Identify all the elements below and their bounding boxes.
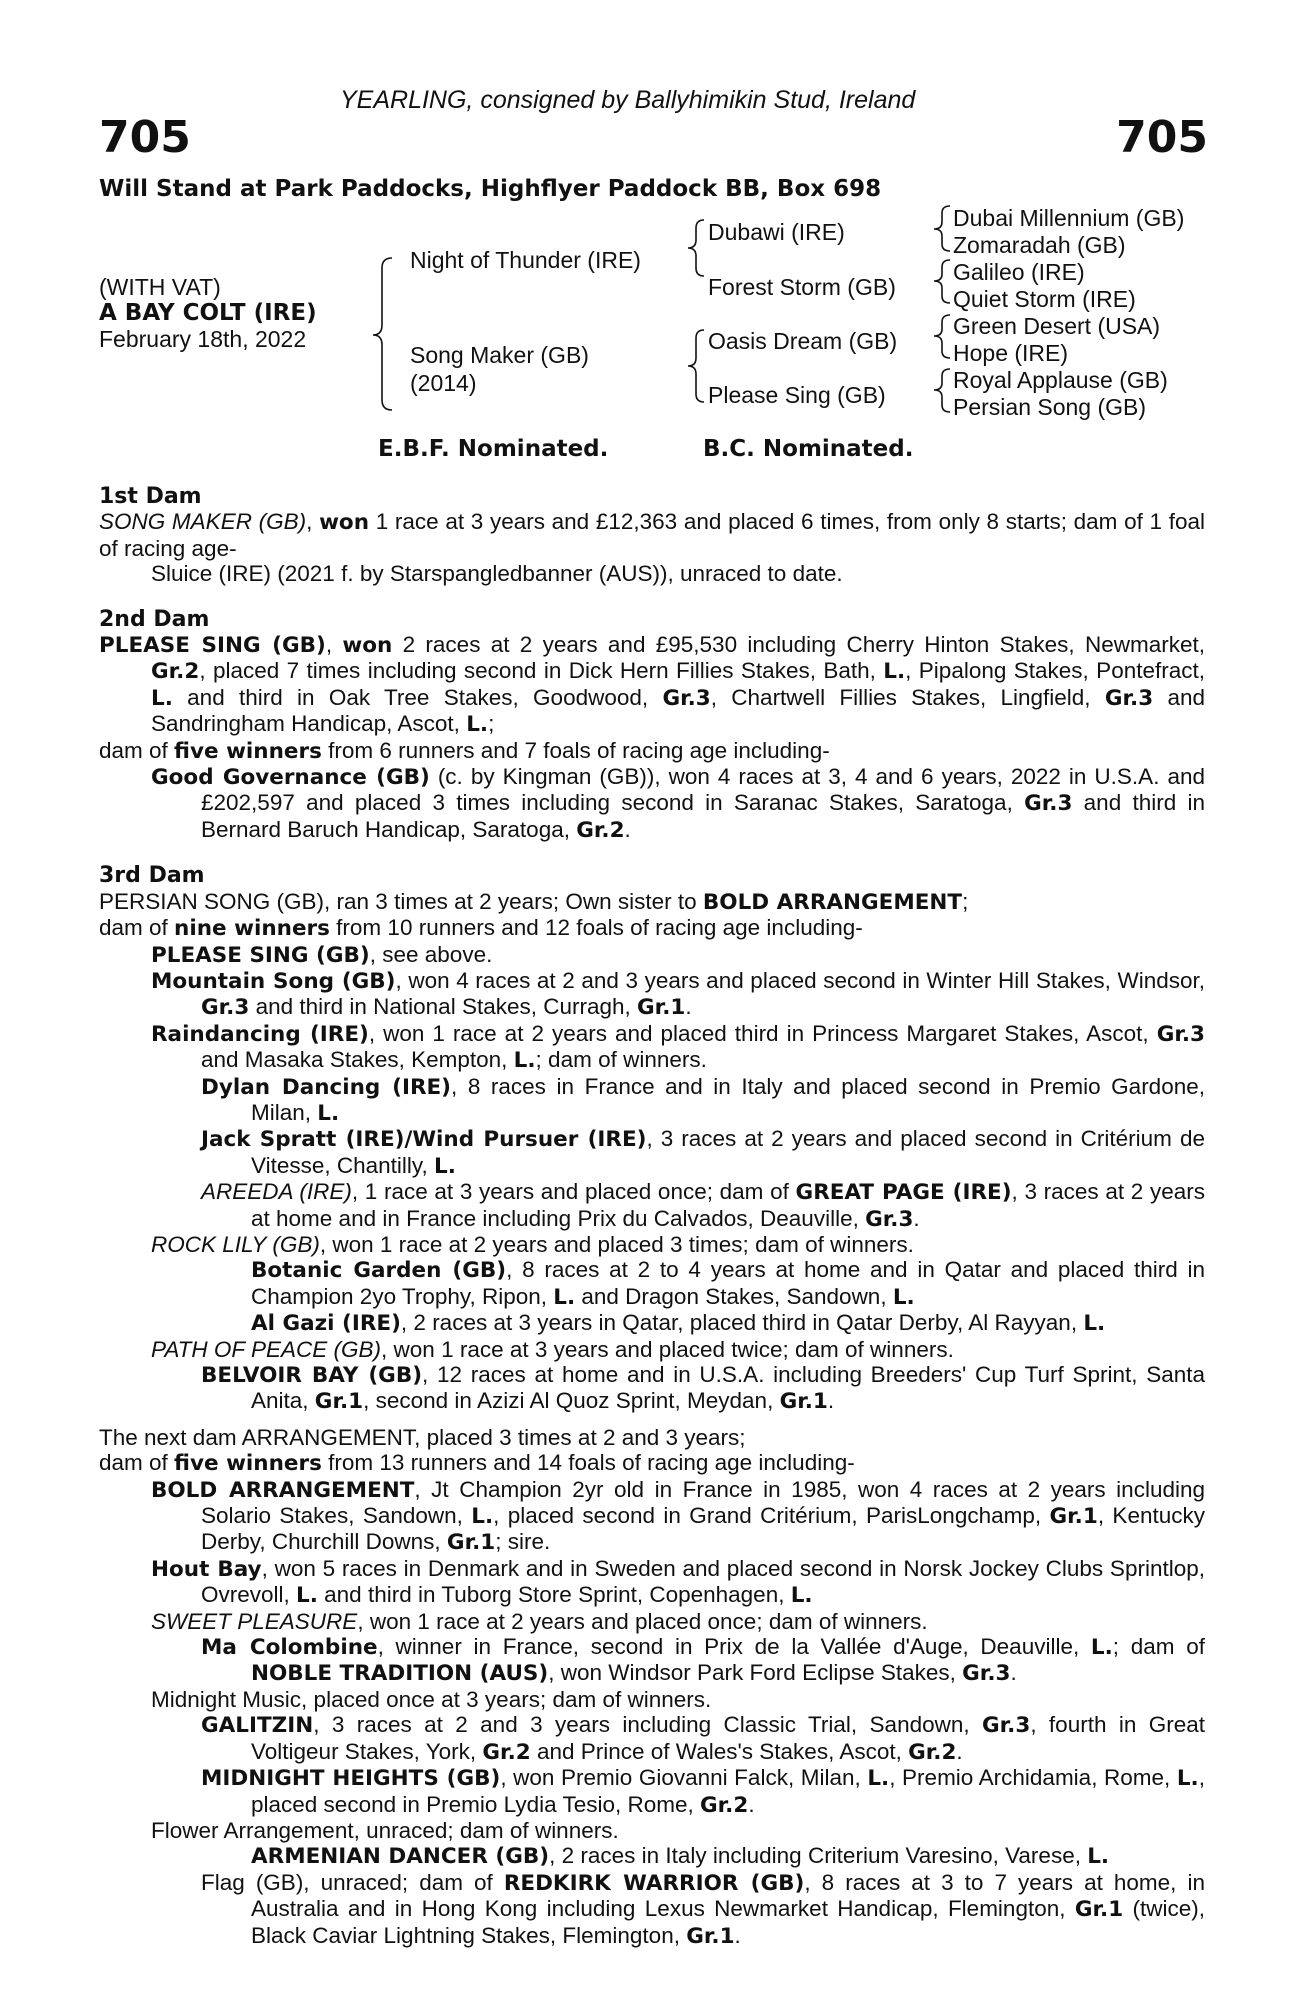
next-dam-progeny-3: SWEET PLEASURE, won 1 race at 2 years and placed once; dam of winners. bbox=[151, 1608, 928, 1634]
vat-note: (WITH VAT) bbox=[99, 274, 221, 300]
third-dam-grandprogeny-3: AREEDA (IRE), 1 race at 3 years and placed once; dam of GREAT PAGE (IRE), 3 races at 2 years at home and in France including Prix du Calvados, Deauville, Gr.3. bbox=[201, 1179, 1206, 1232]
next-dam-grandprogeny-3: MIDNIGHT HEIGHTS (GB), won Premio Giovanni Falck, Milan, L., Premio Archidamia, Rome, L., placed second in Premio Lydia Tesio, Rome, Gr.2. bbox=[201, 1765, 1205, 1818]
first-dam-heading: 1st Dam bbox=[99, 484, 202, 509]
third-dam-grandprogeny-5: Al Gazi (IRE), 2 races at 3 years in Qatar, placed third in Qatar Derby, Al Rayyan, L. bbox=[251, 1310, 1106, 1337]
bc-nomination: B.C. Nominated. bbox=[703, 436, 914, 462]
ebf-nomination: E.B.F. Nominated. bbox=[378, 436, 609, 462]
gen4-dss: Green Desert (USA) bbox=[953, 313, 1161, 339]
third-dam-progeny-2: Mountain Song (GB), won 4 races at 2 and 3 years and placed second in Winter Hill Stakes, Windsor, Gr.3 and third in National Stakes, Curragh, Gr.1. bbox=[151, 967, 1205, 1021]
third-dam-grandprogeny-6: BELVOIR BAY (GB), 12 races at home and in U.S.A. including Breeders' Cup Turf Sprint, Santa Anita, Gr.1, second in Azizi Al Quoz Sprint, Meydan, Gr.1. bbox=[201, 1362, 1205, 1415]
third-dam-grandprogeny-2: Jack Spratt (IRE)/Wind Pursuer (IRE), 3 races at 2 years and placed second in Critérium de Vitesse, Chantilly, L. bbox=[201, 1126, 1205, 1179]
gen4-ddd: Persian Song (GB) bbox=[953, 394, 1147, 420]
second-dam-record: PLEASE SING (GB), won 2 races at 2 years and £95,530 including Cherry Hinton Stakes, Newmarket, Gr.2, placed 7 times including second in Dick Hern Fillies Stakes, Bath, L., Pipalong Stakes, Pontefract, L. and third in Oak Tree Stakes, Goodwood, Gr.3, Chartwell Fillies Stakes, Lingfield, Gr.3 and Sandringham Handicap, Ascot, L.; bbox=[99, 632, 1205, 738]
next-dam-grandprogeny-2: GALITZIN, 3 races at 2 and 3 years including Classic Trial, Sandown, Gr.3, fourth in Great Voltigeur Stakes, York, Gr.2 and Prince of Wales's Stakes, Ascot, Gr.2. bbox=[201, 1712, 1205, 1765]
gen4-sds: Galileo (IRE) bbox=[953, 259, 1085, 285]
dam-dam: Please Sing (GB) bbox=[708, 382, 886, 408]
stand-location: Will Stand at Park Paddocks, Highflyer Paddock BB, Box 698 bbox=[99, 176, 882, 202]
third-dam-produce-summary: dam of nine winners from 10 runners and 12 foals of racing age including- bbox=[99, 915, 863, 942]
catalogue-body bbox=[99, 484, 1205, 1949]
first-dam-progeny: Sluice (IRE) (2021 f. by Starspangledbanner (AUS)), unraced to date. bbox=[151, 561, 843, 587]
next-dam-progeny-5: Flower Arrangement, unraced; dam of winners. bbox=[151, 1817, 619, 1843]
foaling-date: February 18th, 2022 bbox=[99, 326, 307, 352]
second-dam-heading: 2nd Dam bbox=[99, 606, 210, 632]
sire-name: Night of Thunder (IRE) bbox=[410, 247, 641, 273]
next-dam-record: The next dam ARRANGEMENT, placed 3 times at 2 and 3 years; bbox=[99, 1424, 746, 1450]
third-dam-heading: 3rd Dam bbox=[99, 863, 205, 889]
next-dam-progeny-2: Hout Bay, won 5 races in Denmark and in Sweden and placed second in Norsk Jockey Clubs Sprintlop, Ovrevoll, L. and third in Tuborg Store Sprint, Copenhagen, L. bbox=[151, 1555, 1205, 1609]
third-dam-progeny-4: ROCK LILY (GB), won 1 race at 2 years and placed 3 times; dam of winners. bbox=[151, 1231, 914, 1257]
next-dam-grandprogeny-5: Flag (GB), unraced; dam of REDKIRK WARRIOR (GB), 8 races at 3 to 7 years at home, in Australia and in Hong Kong including Lexus Newmarket Handicap, Flemington, Gr.1 (twice), Black Caviar Lightning Stakes, Flemington, Gr.1. bbox=[201, 1869, 1205, 1949]
third-dam-record: PERSIAN SONG (GB), ran 3 times at 2 years; Own sister to BOLD ARRANGEMENT; bbox=[99, 888, 969, 915]
gen4-dsd: Hope (IRE) bbox=[953, 340, 1069, 366]
third-dam-progeny-5: PATH OF PEACE (GB), won 1 race at 3 years and placed twice; dam of winners. bbox=[151, 1336, 954, 1362]
third-dam-grandprogeny-4: Botanic Garden (GB), 8 races at 2 to 4 years at home and in Qatar and placed third in Champion 2yo Trophy, Ripon, L. and Dragon Stakes, Sandown, L. bbox=[251, 1257, 1205, 1310]
second-dam-produce-summary: dam of five winners from 6 runners and 7 foals of racing age including- bbox=[99, 737, 830, 764]
horse-name: A BAY COLT (IRE) bbox=[99, 300, 317, 326]
lot-number-right: 705 bbox=[1116, 112, 1208, 163]
third-dam-progeny-1: PLEASE SING (GB), see above. bbox=[151, 941, 493, 968]
sire-sire: Dubawi (IRE) bbox=[708, 219, 845, 245]
second-dam-progeny: Good Governance (GB) (c. by Kingman (GB)), won 4 races at 3, 4 and 6 years, 2022 in U.S.A. and £202,597 and placed 3 times including second in Saranac Stakes, Saratoga, Gr.3 and third in Bernard Baruch Handicap, Saratoga, Gr.2. bbox=[151, 764, 1206, 843]
next-dam-produce-summary: dam of five winners from 13 runners and 14 foals of racing age including- bbox=[99, 1450, 855, 1477]
gen4-dds: Royal Applause (GB) bbox=[953, 367, 1168, 393]
gen4-sss: Dubai Millennium (GB) bbox=[953, 205, 1185, 231]
third-dam-grandprogeny-1: Dylan Dancing (IRE), 8 races in France and in Italy and placed second in Premio Gardone, Milan, L. bbox=[201, 1073, 1205, 1126]
dam-sire: Oasis Dream (GB) bbox=[708, 328, 898, 354]
dam-name: Song Maker (GB) bbox=[410, 342, 589, 368]
gen4-sdd: Quiet Storm (IRE) bbox=[953, 286, 1136, 312]
next-dam-grandprogeny-4: ARMENIAN DANCER (GB), 2 races in Italy including Criterium Varesino, Varese, L. bbox=[251, 1843, 1110, 1870]
sire-dam: Forest Storm (GB) bbox=[708, 274, 896, 300]
lot-number-left: 705 bbox=[99, 112, 191, 163]
gen4-ssd: Zomaradah (GB) bbox=[953, 232, 1126, 258]
next-dam-grandprogeny-1: Ma Colombine, winner in France, second in Prix de la Vallée d'Auge, Deauville, L.; dam of NOBLE TRADITION (AUS), won Windsor Park Ford Eclipse Stakes, Gr.3. bbox=[201, 1634, 1205, 1687]
next-dam-progeny-1: BOLD ARRANGEMENT, Jt Champion 2yr old in France in 1985, won 4 races at 2 years including Solario Stakes, Sandown, L., placed second in Grand Critérium, ParisLongchamp, Gr.1, Kentucky Derby, Churchill Downs, Gr.1; sire. bbox=[151, 1476, 1205, 1556]
first-dam-record: SONG MAKER (GB), won 1 race at 3 years and £12,363 and placed 6 times, from only 8 starts; dam of 1 foal of racing age- bbox=[99, 509, 1205, 561]
consignment-line: YEARLING, consigned by Ballyhimikin Stud, Ireland bbox=[340, 86, 916, 114]
dam-year: (2014) bbox=[410, 370, 477, 396]
third-dam-progeny-3: Raindancing (IRE), won 1 race at 2 years and placed third in Princess Margaret Stakes, Ascot, Gr.3 and Masaka Stakes, Kempton, L.; dam of winners. bbox=[151, 1020, 1205, 1074]
next-dam-progeny-4: Midnight Music, placed once at 3 years; dam of winners. bbox=[151, 1686, 712, 1712]
